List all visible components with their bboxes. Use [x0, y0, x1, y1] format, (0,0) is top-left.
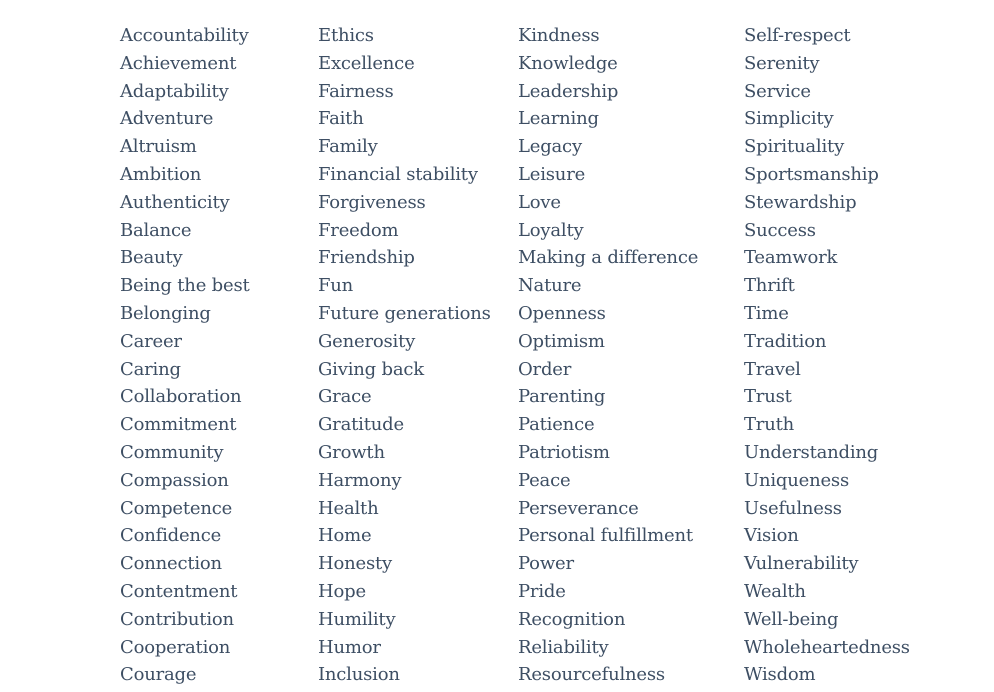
value-word: Kindness	[518, 25, 600, 46]
value-word: Excellence	[318, 52, 415, 74]
value-word: Pride	[518, 580, 566, 602]
value-word: Making a difference	[518, 247, 699, 269]
value-word: Loyalty	[518, 219, 584, 241]
value-word: Ethics	[318, 25, 374, 46]
value-word: Thrift	[744, 275, 795, 297]
value-word: Belonging	[120, 302, 211, 324]
value-word: Family	[318, 136, 378, 158]
value-word: Humility	[318, 608, 396, 630]
value-word: Being the best	[120, 275, 250, 297]
value-word: Achievement	[120, 52, 237, 74]
value-word: Truth	[744, 414, 795, 436]
value-word: Collaboration	[120, 386, 242, 408]
value-word: Community	[120, 441, 224, 463]
value-word: Altruism	[120, 136, 197, 158]
value-word: Knowledge	[518, 52, 618, 74]
value-word: Leadership	[518, 80, 619, 102]
values-column-2	[318, 22, 491, 689]
values-column-4	[744, 22, 910, 689]
value-word: Reliability	[518, 636, 609, 658]
value-word: Wealth	[744, 580, 806, 602]
value-word: Growth	[318, 441, 385, 463]
value-word: Forgiveness	[318, 191, 426, 213]
value-word: Sportsmanship	[744, 163, 879, 185]
value-word: Freedom	[318, 219, 399, 241]
value-word: Cooperation	[120, 636, 231, 658]
value-word: Serenity	[744, 52, 820, 74]
value-word: Order	[518, 358, 572, 380]
value-word: Peace	[518, 469, 571, 491]
value-word: Fun	[318, 275, 354, 297]
value-word: Love	[518, 191, 561, 213]
value-word: Optimism	[518, 330, 605, 352]
value-word: Wisdom	[744, 664, 816, 686]
value-word: Balance	[120, 219, 192, 241]
value-word: Wholeheartedness	[744, 636, 910, 658]
value-word: Contentment	[120, 580, 238, 602]
value-word: Personal fulfillment	[518, 525, 693, 547]
value-word: Friendship	[318, 247, 415, 269]
value-word: Simplicity	[744, 108, 834, 130]
value-word: Success	[744, 219, 816, 241]
value-word: Inclusion	[318, 664, 400, 686]
value-word: Honesty	[318, 553, 393, 575]
value-word: Compassion	[120, 469, 229, 491]
value-word: Health	[318, 497, 379, 519]
value-word: Contribution	[120, 608, 234, 630]
value-word: Nature	[518, 275, 582, 297]
values-column-3	[518, 22, 698, 689]
value-word: Perseverance	[518, 497, 639, 519]
value-word: Leisure	[518, 163, 586, 185]
value-word: Spirituality	[744, 136, 845, 158]
value-word: Confidence	[120, 525, 222, 547]
value-word: Vision	[744, 525, 799, 547]
value-word: Service	[744, 80, 811, 102]
value-word: Adventure	[120, 108, 214, 130]
value-word: Grace	[318, 386, 372, 408]
value-word: Time	[744, 302, 789, 324]
value-word: Teamwork	[744, 247, 838, 269]
value-word: Beauty	[120, 247, 183, 269]
value-word: Tradition	[744, 330, 827, 352]
value-word: Usefulness	[744, 497, 842, 519]
value-word: Caring	[120, 358, 181, 380]
value-word: Humor	[318, 636, 381, 658]
value-word: Adaptability	[120, 80, 229, 102]
value-word: Courage	[120, 664, 197, 686]
value-word: Stewardship	[744, 191, 857, 213]
value-word: Power	[518, 553, 574, 575]
value-word: Giving back	[318, 358, 424, 380]
value-word: Recognition	[518, 608, 626, 630]
value-word: Faith	[318, 108, 364, 130]
value-word: Resourcefulness	[518, 664, 665, 686]
value-word: Trust	[744, 386, 792, 408]
value-word: Future generations	[318, 302, 491, 324]
value-word: Legacy	[518, 136, 582, 158]
value-word: Home	[318, 525, 372, 547]
value-word: Uniqueness	[744, 469, 850, 491]
value-word: Vulnerability	[744, 553, 859, 575]
value-word: Parenting	[518, 386, 606, 408]
values-column-1	[120, 22, 250, 689]
value-word: Career	[120, 330, 182, 352]
value-word: Learning	[518, 108, 599, 130]
value-word: Self-respect	[744, 25, 851, 46]
value-word: Fairness	[318, 80, 394, 102]
value-word: Gratitude	[318, 414, 404, 436]
value-word: Competence	[120, 497, 233, 519]
value-word: Connection	[120, 553, 222, 575]
value-word: Authenticity	[120, 191, 230, 213]
value-word: Understanding	[744, 441, 879, 463]
value-word: Patience	[518, 414, 595, 436]
value-word: Openness	[518, 302, 606, 324]
value-word: Harmony	[318, 469, 402, 491]
value-word: Accountability	[120, 25, 249, 46]
value-word: Patriotism	[518, 441, 610, 463]
value-word: Financial stability	[318, 163, 478, 185]
value-word: Ambition	[120, 163, 202, 185]
value-word: Well-being	[744, 608, 839, 630]
value-word: Travel	[744, 358, 801, 380]
value-word: Commitment	[120, 414, 237, 436]
value-word: Generosity	[318, 330, 416, 352]
value-word: Hope	[318, 580, 366, 602]
